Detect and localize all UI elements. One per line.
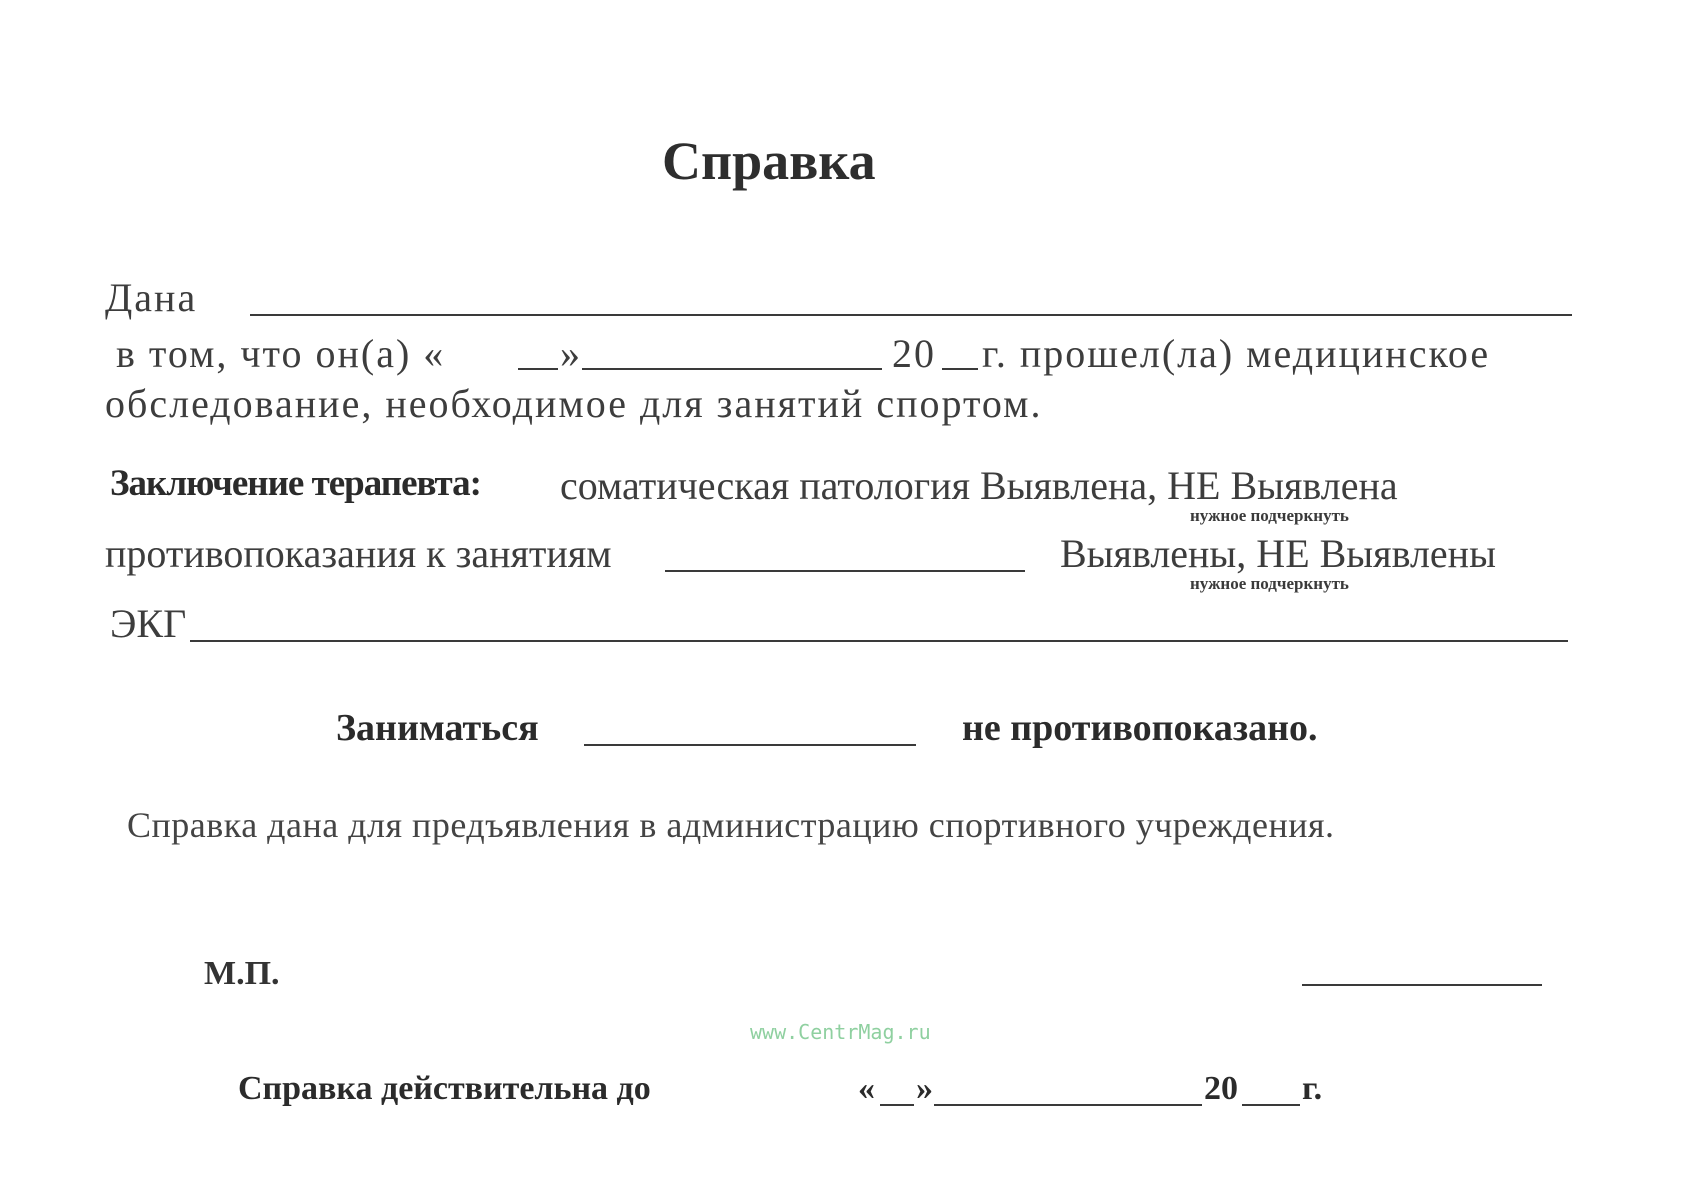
contraindications-label: противопоказания к занятиям [105, 531, 612, 576]
underline-hint: нужное подчеркнуть [1190, 506, 1349, 525]
recipient-name-blank[interactable] [250, 314, 1572, 316]
signature-blank[interactable] [1302, 984, 1542, 986]
watermark-text: www.CentrMag.ru [750, 1020, 931, 1044]
exam-day-blank[interactable] [518, 368, 558, 370]
validity-quote-open: « [858, 1070, 875, 1107]
validity-year-blank[interactable] [1242, 1104, 1300, 1106]
validity-label: Справка действительна до [238, 1070, 651, 1107]
underline-hint: нужное подчеркнуть [1190, 574, 1349, 593]
validity-month-blank[interactable] [934, 1104, 1202, 1106]
validity-quote-close: » [916, 1070, 933, 1107]
exam-purpose-text: обследование, необходимое для занятий спортом. [105, 381, 1043, 426]
contraindications-options: Выявлены, НЕ Выявлены [1060, 531, 1496, 576]
document-title: Справка [662, 131, 876, 191]
validity-day-blank[interactable] [880, 1104, 914, 1106]
exam-passed-text: г. прошел(ла) медицинское [982, 331, 1491, 376]
given-to-label: Дана [105, 275, 198, 320]
contraindications-blank[interactable] [665, 570, 1025, 572]
allowed-prefix: Заниматься [336, 707, 539, 749]
exam-month-blank[interactable] [582, 368, 882, 370]
allowed-suffix: не противопоказано. [962, 707, 1318, 749]
therapist-conclusion-label: Заключение терапевта: [110, 463, 482, 504]
exam-date-prefix: в том, что он(а) « [116, 331, 446, 376]
sport-type-blank[interactable] [584, 744, 916, 746]
purpose-note: Справка дана для предъявления в администрацию спортивного учреждения. [127, 805, 1335, 845]
stamp-placeholder: М.П. [204, 955, 280, 992]
validity-year-suffix: г. [1302, 1070, 1323, 1107]
somatic-pathology-options: соматическая патология Выявлена, НЕ Выявлена [560, 463, 1398, 508]
ekg-blank[interactable] [190, 640, 1568, 642]
exam-year-blank[interactable] [942, 368, 978, 370]
validity-year-prefix: 20 [1204, 1070, 1238, 1107]
ekg-label: ЭКГ [110, 601, 187, 646]
exam-year-prefix: 20 [892, 331, 936, 376]
exam-quote-close: » [560, 331, 582, 376]
